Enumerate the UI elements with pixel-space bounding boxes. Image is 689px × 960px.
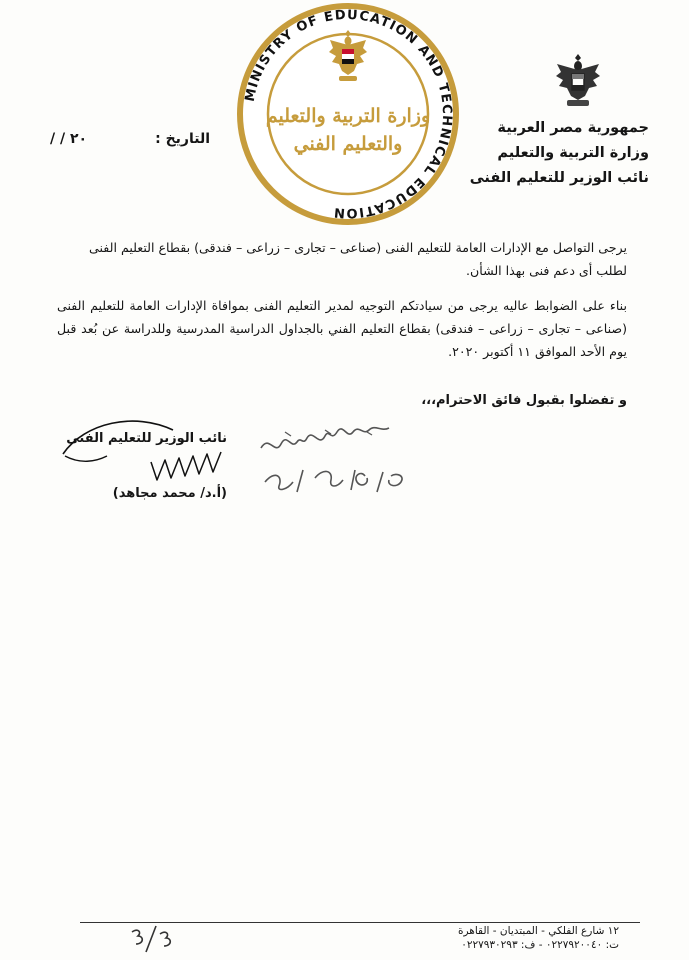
- footer-divider: [80, 922, 640, 923]
- deputy-office-name: نائب الوزير للتعليم الفنى: [469, 170, 649, 186]
- republic-name: جمهورية مصر العربية: [497, 120, 649, 136]
- page-number: [126, 924, 186, 954]
- signatory-name: (أ.د/ محمد مجاهد): [112, 486, 227, 501]
- date-label: التاريخ :: [155, 131, 210, 147]
- svg-text:MINISTRY OF EDUCATION AND TECH: MINISTRY OF EDUCATION AND TECHNICAL EDUCATION: [242, 7, 455, 221]
- date-value: / / ٢٠: [50, 131, 88, 147]
- closing-line: و تفضلوا بقبول فائق الاحترام،،،: [421, 393, 627, 408]
- signature-scribble: [55, 412, 235, 487]
- coat-of-arms-icon: [553, 50, 603, 110]
- header-letterhead: [429, 116, 649, 191]
- ministry-name: وزارة التربية والتعليم: [497, 145, 649, 161]
- date-field: [50, 131, 210, 153]
- footer-phone: ت: ٠٢٢٧٩٢٠٠٤٠ - ف: ٠٢٢٧٩٣٠٢٩٣: [461, 939, 619, 951]
- paragraph-1: يرجى التواصل مع الإدارات العامة للتعليم الفنى (صناعى – تجارى – زراعى – فندقى) بقطاع التعليم الفنى لطلب أى دعم فنى بهذا الشأن.: [88, 240, 627, 278]
- svg-text:والتعليم الفني: والتعليم الفني: [293, 133, 403, 155]
- svg-text:وزارة التربية والتعليم: وزارة التربية والتعليم: [265, 105, 431, 127]
- footer-address: ١٢ شارع الفلكي - المبتديان - القاهرة: [458, 925, 619, 937]
- signatory-title: نائب الوزير للتعليم الفنى: [66, 431, 227, 446]
- handwritten-note: [255, 420, 415, 496]
- ministry-seal: [236, 2, 460, 226]
- paragraph-2: بناء على الضوابط عاليه يرجى من سيادتكم التوجيه لمدير التعليم الفنى بموافاة الإدارات العامة للتعليم الفنى (صناعى – تجارى – زراعى – فندقى) بقطاع التعليم الفني بالجداول الدراسية المدرسية وللدراسة عن بُعد قبل يوم الأحد الموافق ١١ أكتوبر ٢٠٢٠.: [57, 298, 627, 359]
